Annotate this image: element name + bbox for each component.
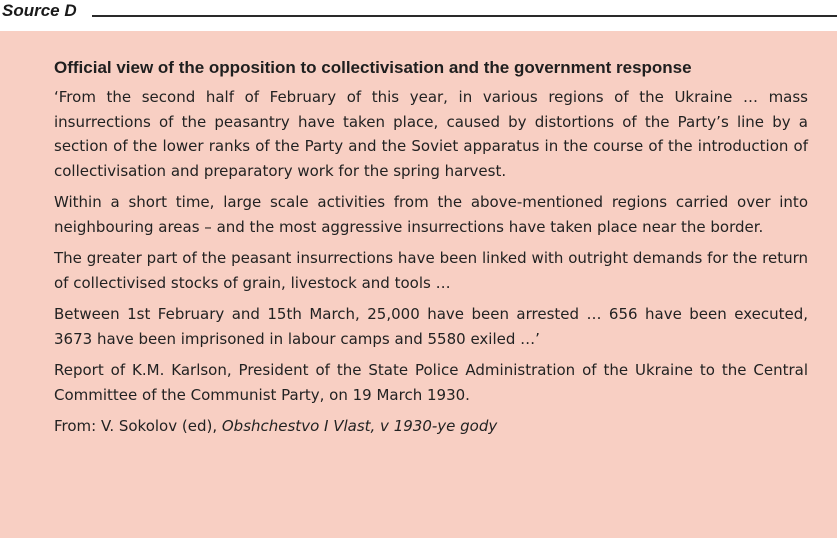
header-rule [92,15,837,17]
attribution-paragraph: Report of K.M. Karlson, President of the State Police Administration of the Ukraine to the Central Committee of the Communist Party, on 19 March 1930. [54,361,808,404]
source-label: Source D [2,1,77,20]
quote-paragraph-3: The greater part of the peasant insurrections have been linked with outright demands for the return of collectivised stocks of grain, livestock and tools … [54,249,808,292]
citation-work-title: Obshchestvo I Vlast, v 1930-ye gody [221,417,498,435]
citation-prefix: From: V. Sokolov (ed), [54,417,222,435]
quote-paragraph-1: ‘From the second half of February of this year, in various regions of the Ukraine … mass insurrections of the peasantry have taken place, caused by distortions of the Party’s line by a section of the lower ranks of the Party and the Soviet apparatus in the course of the introduction of collectivisation and preparatory work for the spring harvest. [54,88,808,180]
quote-paragraph-2: Within a short time, large scale activities from the above-mentioned regions carried over into neighbouring areas – and the most aggressive insurrections have taken place near the border. [54,193,808,236]
quote-paragraph-4: Between 1st February and 15th March, 25,000 have been arrested … 656 have been executed, 3673 have been imprisoned in labour camps and 5580 exiled …’ [54,305,808,348]
source-header [0,0,837,28]
citation [54,414,808,439]
source-title: Official view of the opposition to collectivisation and the government response [54,58,692,77]
source-content [54,58,808,439]
